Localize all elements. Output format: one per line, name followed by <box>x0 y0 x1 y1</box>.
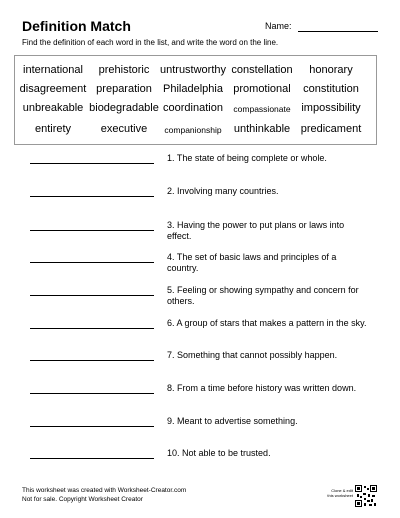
answer-line[interactable] <box>30 262 154 263</box>
answer-line[interactable] <box>30 328 154 329</box>
instructions: Find the definition of each word in the list, and write the word on the line. <box>22 38 279 47</box>
question-text: 9. Meant to advertise something. <box>167 416 298 426</box>
word-bank-item: constellation <box>231 64 293 76</box>
answer-line[interactable] <box>30 458 154 459</box>
question-text: 6. A group of stars that makes a pattern in the sky. <box>167 318 367 328</box>
answer-line[interactable] <box>30 230 154 231</box>
word-bank-item: disagreement <box>19 83 87 95</box>
question-text: 2. Involving many countries. <box>167 186 279 196</box>
question-text: 8. From a time before history was written down. <box>167 383 357 393</box>
word-bank-item: unthinkable <box>233 123 291 135</box>
footer <box>22 486 186 504</box>
word-bank-item: honorary <box>309 64 353 76</box>
word-bank-item: prehistoric <box>98 64 150 76</box>
page-title: Definition Match <box>22 18 131 34</box>
word-bank-item: predicament <box>300 123 362 135</box>
word-bank-item: executive <box>100 123 148 135</box>
answer-line[interactable] <box>30 426 154 427</box>
question-text: 3. Having the power to put plans or laws into effect. <box>167 220 345 241</box>
word-bank-item: international <box>23 64 83 76</box>
question-text: 5. Feeling or showing sympathy and concern for others. <box>167 285 359 306</box>
word-bank-item: impossibility <box>301 102 361 114</box>
question-text: 7. Something that cannot possibly happen. <box>167 350 338 360</box>
word-bank-item: companionship <box>164 125 222 135</box>
question-text: 10. Not able to be trusted. <box>167 448 271 458</box>
word-bank-item: entirety <box>34 123 72 135</box>
answer-line[interactable] <box>30 295 154 296</box>
answer-line[interactable] <box>30 196 154 197</box>
word-bank-item: Philadelphia <box>163 83 223 95</box>
qr-caption-line-2: this worksheet <box>327 493 353 498</box>
question-text: 1. The state of being complete or whole. <box>167 153 327 163</box>
answer-line[interactable] <box>30 360 154 361</box>
word-bank-box <box>14 55 377 145</box>
word-bank-item: compassionate <box>233 104 291 114</box>
word-bank-item: constitution <box>303 83 359 95</box>
word-bank-item: untrustworthy <box>159 64 227 76</box>
name-line[interactable] <box>298 31 378 32</box>
name-label: Name: <box>265 21 292 31</box>
word-bank-item: unbreakable <box>22 102 84 114</box>
qr-caption <box>323 488 353 498</box>
qr-caption-line-1: Clone & edit <box>331 488 353 493</box>
word-bank-item: preparation <box>96 83 152 95</box>
question-text: 4. The set of basic laws and principles of a country. <box>167 252 337 273</box>
word-bank-item: biodegradable <box>89 102 159 114</box>
footer-line-2: Not for sale. Copyright Worksheet Creator <box>22 496 143 503</box>
qr-code-icon[interactable] <box>355 485 377 507</box>
answer-line[interactable] <box>30 163 154 164</box>
word-bank-item: promotional <box>233 83 291 95</box>
word-bank-item: coordination <box>163 102 223 114</box>
footer-line-1: This worksheet was created with Worksheet-Creator.com <box>22 487 187 494</box>
answer-line[interactable] <box>30 393 154 394</box>
